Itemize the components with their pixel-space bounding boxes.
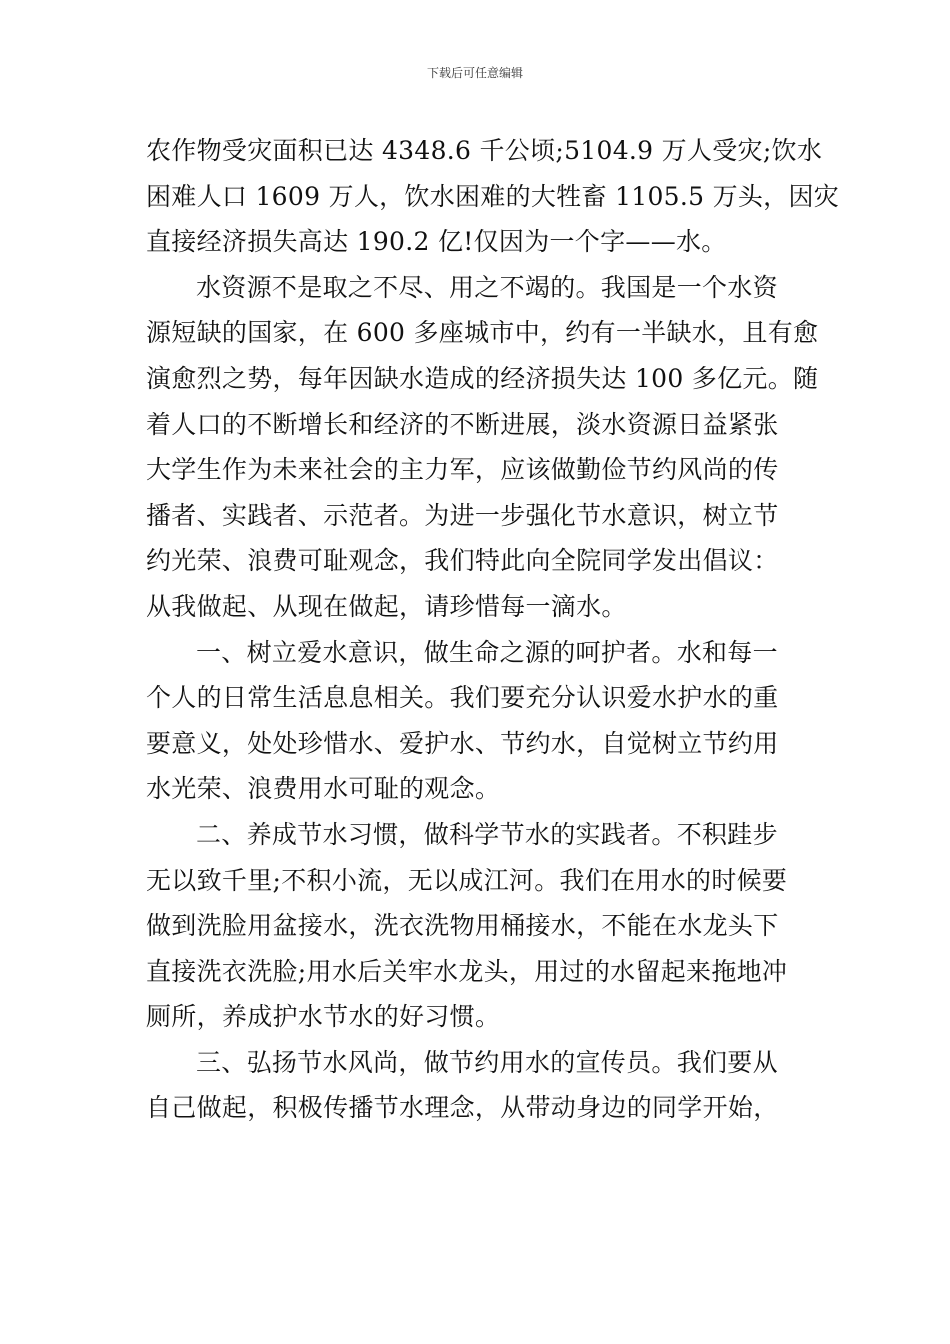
text-line: 播者、实践者、示范者。为进一步强化节水意识，树立节 <box>146 500 779 530</box>
text-line: 直接洗衣洗脸;用水后关牢水龙头，用过的水留起来拖地冲 <box>146 956 788 986</box>
paragraph-first-line: 三、弘扬节水风尚，做节约用水的宣传员。我们要从 <box>196 1047 778 1077</box>
text-line: 约光荣、浪费可耻观念，我们特此向全院同学发出倡议： <box>146 546 779 576</box>
document-body <box>146 128 840 1131</box>
text-line: 着人口的不断增长和经济的不断进展，淡水资源日益紧张 <box>146 409 779 439</box>
text-line: 要意义，处处珍惜水、爱护水、节约水，自觉树立节约用 <box>146 728 779 758</box>
text-line: 源短缺的国家，在 600 多座城市中，约有一半缺水，且有愈 <box>146 318 819 348</box>
paragraph-first-line: 水资源不是取之不尽、用之不竭的。我国是一个水资 <box>196 272 778 302</box>
text-line: 大学生作为未来社会的主力军，应该做勤俭节约风尚的传 <box>146 455 779 485</box>
text-line: 水光荣、浪费用水可耻的观念。 <box>146 774 501 804</box>
text-line: 直接经济损失高达 190.2 亿!仅因为一个字——水。 <box>146 227 727 257</box>
text-line: 个人的日常生活息息相关。我们要充分认识爱水护水的重 <box>146 683 779 713</box>
text-line: 农作物受灾面积已达 4348.6 千公顷;5104.9 万人受灾;饮水 <box>146 136 823 165</box>
text-line: 演愈烈之势，每年因缺水造成的经济损失达 100 多亿元。随 <box>146 363 819 393</box>
paragraph-first-line: 一、树立爱水意识，做生命之源的呵护者。水和每一 <box>196 637 778 667</box>
paragraph-first-line: 二、养成节水习惯，做科学节水的实践者。不积跬步 <box>196 819 778 849</box>
text-line: 困难人口 1609 万人，饮水困难的大牲畜 1105.5 万头，因灾 <box>146 181 840 211</box>
text-line: 从我做起、从现在做起，请珍惜每一滴水。 <box>146 591 627 621</box>
text-line: 厕所，养成护水节水的好习惯。 <box>146 1002 501 1032</box>
text-line: 无以致千里;不积小流，无以成江河。我们在用水的时候要 <box>146 865 788 895</box>
text-line: 自己做起，积极传播节水理念，从带动身边的同学开始， <box>146 1093 779 1123</box>
page-header: 下载后可任意编辑 <box>426 66 523 80</box>
text-line: 做到洗脸用盆接水，洗衣洗物用桶接水，不能在水龙头下 <box>146 911 779 941</box>
